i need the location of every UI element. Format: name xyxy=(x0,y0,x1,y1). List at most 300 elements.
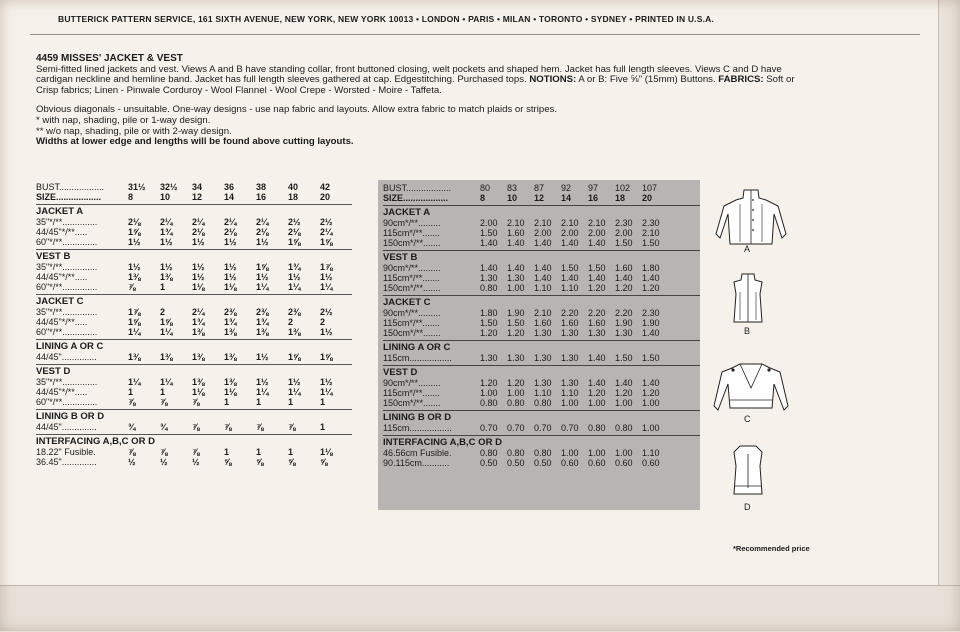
table-cell: 1⅜ xyxy=(128,352,141,362)
table-cell: 1.40 xyxy=(480,263,498,273)
table-cell: 1.30 xyxy=(588,328,606,338)
table-cell: 1¾ xyxy=(256,317,269,327)
table-row xyxy=(383,398,700,408)
table-cell: 1.00 xyxy=(615,448,633,458)
recommended-price-note: *Recommended price xyxy=(733,544,810,553)
table-cell: 1.00 xyxy=(507,283,525,293)
table-cell: 0.80 xyxy=(615,423,633,433)
table-cell: ⅝ xyxy=(320,457,328,467)
table-row xyxy=(383,263,700,273)
table-cell: 1.20 xyxy=(642,388,660,398)
view-b-vest-sketch xyxy=(726,272,770,328)
row-label: BUST.................. xyxy=(36,182,105,192)
table-cell: 2⅛ xyxy=(288,227,301,237)
table-row xyxy=(36,237,352,247)
table-cell: 1¼ xyxy=(160,377,173,387)
section-heading: JACKET C xyxy=(36,294,352,307)
table-cell: 1⅜ xyxy=(192,327,205,337)
yardage-table-imperial xyxy=(36,182,352,467)
section-heading: INTERFACING A,B,C OR D xyxy=(36,434,352,447)
row-label: 90cm*/**......... xyxy=(383,308,441,318)
table-cell: 1.00 xyxy=(642,398,660,408)
table-cell: 1.60 xyxy=(507,228,525,238)
table-cell: 1⅜ xyxy=(224,352,237,362)
table-cell: 2.00 xyxy=(534,228,552,238)
row-label: 44/45".............. xyxy=(36,352,97,362)
table-cell: 1⅝ xyxy=(256,262,269,272)
table-cell: 2⅜ xyxy=(256,307,269,317)
table-cell: 0.80 xyxy=(480,398,498,408)
table-cell: 1.30 xyxy=(507,273,525,283)
table-cell: 1⅝ xyxy=(288,237,301,247)
table-cell: 1.40 xyxy=(534,273,552,283)
row-label: 35"*/**.............. xyxy=(36,307,98,317)
table-cell: 1¼ xyxy=(288,387,301,397)
row-label: 44/45".............. xyxy=(36,422,97,432)
table-cell: ⅞ xyxy=(128,397,136,407)
table-row xyxy=(383,238,700,248)
table-cell: 2¼ xyxy=(192,307,205,317)
table-cell: 2.30 xyxy=(642,308,660,318)
table-cell: ⅞ xyxy=(256,422,264,432)
table-cell: 0.80 xyxy=(507,448,525,458)
table-cell: 1½ xyxy=(320,377,333,387)
table-cell: ¾ xyxy=(160,422,168,432)
row-label: 115cm................. xyxy=(383,353,452,363)
table-cell: 1½ xyxy=(192,237,205,247)
row-label: 90cm*/**......... xyxy=(383,263,441,273)
section-heading: JACKET C xyxy=(383,295,700,308)
table-cell: 1.10 xyxy=(534,388,552,398)
table-cell: 1¼ xyxy=(288,282,301,292)
table-cell: 1½ xyxy=(256,237,269,247)
row-label: 60"*/**.............. xyxy=(36,327,98,337)
table-cell: 1⅜ xyxy=(192,352,205,362)
row-label: 115cm................. xyxy=(383,423,452,433)
table-cell: 20 xyxy=(320,192,331,202)
section-heading: LINING B OR D xyxy=(383,410,700,423)
table-cell: 1.00 xyxy=(561,448,579,458)
row-label: 44/45"*/**..... xyxy=(36,387,88,397)
table-cell: ⅞ xyxy=(288,422,296,432)
section-heading: JACKET A xyxy=(383,205,700,218)
table-row xyxy=(36,262,352,272)
header-divider xyxy=(30,34,920,35)
table-cell: 1¼ xyxy=(320,387,333,397)
table-cell: 1⅝ xyxy=(320,237,333,247)
table-cell: ¾ xyxy=(128,422,136,432)
table-cell: 1.00 xyxy=(480,388,498,398)
table-cell: 1.50 xyxy=(561,263,579,273)
pattern-title: 4459 MISSES' JACKET & VEST xyxy=(36,53,183,64)
table-cell: 1½ xyxy=(288,272,301,282)
row-label: 150cm*/**....... xyxy=(383,238,441,248)
table-row xyxy=(36,272,352,282)
table-cell: 2.00 xyxy=(615,228,633,238)
row-label: 90.115cm........... xyxy=(383,458,450,468)
table-row xyxy=(36,377,352,387)
table-cell: 1.10 xyxy=(561,388,579,398)
row-label: 44/45"*/**..... xyxy=(36,272,88,282)
table-cell: 2.20 xyxy=(588,308,606,318)
table-cell: 1.20 xyxy=(480,378,498,388)
table-cell: 1 xyxy=(288,397,294,407)
table-cell: 2½ xyxy=(320,307,333,317)
table-cell: 12 xyxy=(192,192,203,202)
table-cell: 1.60 xyxy=(561,318,579,328)
table-cell: 1½ xyxy=(224,262,237,272)
table-cell: 1⅝ xyxy=(320,352,333,362)
table-cell: 1.30 xyxy=(534,353,552,363)
table-cell: 1.30 xyxy=(615,328,633,338)
table-cell: ½ xyxy=(192,457,200,467)
table-row xyxy=(36,397,352,407)
table-cell: 2.00 xyxy=(480,218,498,228)
table-cell: 1½ xyxy=(224,272,237,282)
table-cell: 2½ xyxy=(288,217,301,227)
table-cell: 1½ xyxy=(128,237,141,247)
table-row xyxy=(383,328,700,338)
table-cell: ⅞ xyxy=(224,422,232,432)
table-cell: 1.90 xyxy=(615,318,633,328)
table-cell: 0.70 xyxy=(507,423,525,433)
table-row xyxy=(36,422,352,432)
table-cell: 2¼ xyxy=(256,217,269,227)
table-cell: 1⅝ xyxy=(160,317,173,327)
table-cell: 97 xyxy=(588,183,599,193)
section-heading: VEST D xyxy=(383,365,700,378)
view-label-b: B xyxy=(744,326,751,336)
widths-note: Widths at lower edge and lengths will be found above cutting layouts. xyxy=(36,136,354,148)
table-cell: 1.20 xyxy=(507,328,525,338)
table-row xyxy=(36,327,352,337)
table-cell: 1¾ xyxy=(288,262,301,272)
table-cell: 2.10 xyxy=(588,218,606,228)
notions-label: NOTIONS: xyxy=(529,74,577,86)
table-cell: 1⅝ xyxy=(288,352,301,362)
row-label: 44/45"*/**..... xyxy=(36,227,88,237)
table-cell: 1.40 xyxy=(615,378,633,388)
table-cell: 1.20 xyxy=(642,283,660,293)
table-cell: 2½ xyxy=(320,217,333,227)
table-cell: 0.60 xyxy=(642,458,660,468)
table-cell: 0.60 xyxy=(588,458,606,468)
table-cell: 20 xyxy=(642,193,653,203)
table-cell: 0.60 xyxy=(561,458,579,468)
table-cell: 0.70 xyxy=(561,423,579,433)
table-row xyxy=(383,273,700,283)
table-cell: 1.40 xyxy=(561,238,579,248)
table-row xyxy=(36,282,352,292)
view-c-jacket-sketch xyxy=(706,358,796,420)
table-cell: 1¼ xyxy=(256,282,269,292)
table-cell: 0.50 xyxy=(507,458,525,468)
section-heading: JACKET A xyxy=(36,204,352,217)
table-cell: 1.40 xyxy=(534,263,552,273)
table-cell: 1⅞ xyxy=(320,262,333,272)
table-cell: 14 xyxy=(561,193,572,203)
table-cell: ⅞ xyxy=(128,282,136,292)
table-cell: 1½ xyxy=(320,327,333,337)
table-cell: 1.30 xyxy=(534,328,552,338)
table-cell: 2⅛ xyxy=(256,227,269,237)
table-row xyxy=(383,423,700,433)
view-label-a: A xyxy=(744,244,751,254)
row-label: 90cm*/**......... xyxy=(383,378,441,388)
yardage-table-metric xyxy=(378,180,700,510)
table-cell: 1.40 xyxy=(615,273,633,283)
table-cell: 1½ xyxy=(256,272,269,282)
table-cell: 1⅜ xyxy=(256,327,269,337)
table-cell: 1½ xyxy=(288,377,301,387)
table-cell: 2⅛ xyxy=(192,227,205,237)
table-cell: 10 xyxy=(507,193,518,203)
table-cell: 2.30 xyxy=(642,218,660,228)
table-row xyxy=(383,283,700,293)
table-cell: ½ xyxy=(160,457,168,467)
row-label: 115cm*/**....... xyxy=(383,228,440,238)
row-label: 60"*/**.............. xyxy=(36,237,98,247)
table-cell: 1⅞ xyxy=(128,307,141,317)
table-cell: 0.80 xyxy=(480,448,498,458)
table-cell: 1.30 xyxy=(534,378,552,388)
table-cell: 1⅛ xyxy=(192,282,205,292)
table-cell: ⅝ xyxy=(224,457,232,467)
table-cell: 1.00 xyxy=(561,398,579,408)
table-cell: 2.00 xyxy=(588,228,606,238)
table-cell: 1 xyxy=(128,387,134,397)
row-label: 150cm*/**....... xyxy=(383,283,441,293)
table-cell: 1¼ xyxy=(128,327,141,337)
table-cell: 1.50 xyxy=(642,238,660,248)
row-label: 46.56cm Fusible. xyxy=(383,448,452,458)
table-cell: 8 xyxy=(480,193,486,203)
section-heading: VEST B xyxy=(383,250,700,263)
table-cell: ⅞ xyxy=(160,397,168,407)
table-cell: 1.50 xyxy=(615,353,633,363)
table-cell: 1¼ xyxy=(128,377,141,387)
table-cell: 1.40 xyxy=(507,238,525,248)
table-cell: ⅞ xyxy=(128,447,136,457)
table-cell: 1.20 xyxy=(480,328,498,338)
table-cell: ⅞ xyxy=(192,447,200,457)
table-cell: 1.20 xyxy=(588,388,606,398)
table-cell: 1⅛ xyxy=(224,387,237,397)
table-cell: 1.20 xyxy=(615,388,633,398)
table-row xyxy=(383,458,700,468)
table-row xyxy=(383,318,700,328)
table-cell: 0.80 xyxy=(534,448,552,458)
table-cell: 2.10 xyxy=(561,218,579,228)
view-label-c: C xyxy=(744,414,751,424)
publisher-header: BUTTERICK PATTERN SERVICE, 161 SIXTH AVENUE, NEW YORK, NEW YORK 10013 • LONDON • PARIS • MILAN • TORONTO • SYDNEY • PRINTED IN U.S.A. xyxy=(58,14,715,24)
section-heading: LINING A OR C xyxy=(383,340,700,353)
table-cell: 38 xyxy=(256,182,267,192)
row-label: 115cm*/**....... xyxy=(383,388,440,398)
table-cell: 0.80 xyxy=(507,398,525,408)
table-row xyxy=(383,308,700,318)
table-cell: 1 xyxy=(224,397,230,407)
table-cell: 0.50 xyxy=(480,458,498,468)
nap-note-2: ** w/o nap, shading, pile or with 2-way design. xyxy=(36,125,232,137)
table-cell: 1.50 xyxy=(507,318,525,328)
table-row xyxy=(383,353,700,363)
table-cell: 0.80 xyxy=(588,423,606,433)
table-cell: 1½ xyxy=(256,377,269,387)
table-cell: 2 xyxy=(160,307,166,317)
table-cell: ⅞ xyxy=(192,422,200,432)
table-cell: 1½ xyxy=(320,272,333,282)
table-cell: 1¾ xyxy=(160,227,173,237)
table-cell: 1.40 xyxy=(561,273,579,283)
table-cell: 0.70 xyxy=(534,423,552,433)
row-label: 90cm*/**......... xyxy=(383,218,441,228)
table-cell: 1.80 xyxy=(480,308,498,318)
table-cell: 1.00 xyxy=(615,398,633,408)
row-label: 44/45"*/**..... xyxy=(36,317,88,327)
table-cell: 1⅛ xyxy=(224,282,237,292)
table-cell: 32½ xyxy=(160,182,178,192)
table-cell: 1.60 xyxy=(615,263,633,273)
table-cell: 1⅜ xyxy=(224,327,237,337)
table-cell: 1.40 xyxy=(642,273,660,283)
table-row xyxy=(36,352,352,362)
row-label: 18.22" Fusible. xyxy=(36,447,96,457)
table-cell: 1 xyxy=(160,282,166,292)
table-cell: 1 xyxy=(256,447,262,457)
table-cell: 1.20 xyxy=(588,283,606,293)
table-cell: 1⅜ xyxy=(128,272,141,282)
table-cell: 1.10 xyxy=(561,283,579,293)
table-cell: 1.30 xyxy=(561,353,579,363)
row-label: 115cm*/**....... xyxy=(383,318,440,328)
table-cell: 2¼ xyxy=(224,217,237,227)
table-cell: 1.50 xyxy=(480,318,498,328)
table-cell: 1.00 xyxy=(507,388,525,398)
table-cell: 1.60 xyxy=(588,318,606,328)
table-row xyxy=(36,307,352,317)
table-cell: 1 xyxy=(160,387,166,397)
table-cell: 1⅜ xyxy=(192,377,205,387)
table-cell: 36 xyxy=(224,182,235,192)
table-cell: 1.30 xyxy=(480,273,498,283)
table-cell: 1.40 xyxy=(507,263,525,273)
table-cell: 2⅛ xyxy=(224,227,237,237)
row-label: 35"*/**.............. xyxy=(36,217,98,227)
table-cell: 10 xyxy=(160,192,171,202)
table-cell: 1⅜ xyxy=(224,377,237,387)
table-cell: 1¾ xyxy=(224,317,237,327)
nap-note-1: * with nap, shading, pile or 1-way design. xyxy=(36,114,211,126)
table-cell: 16 xyxy=(256,192,267,202)
table-cell: 1½ xyxy=(224,237,237,247)
table-cell: 18 xyxy=(615,193,626,203)
section-heading: VEST D xyxy=(36,364,352,377)
table-cell: 0.60 xyxy=(615,458,633,468)
table-cell: 1⅛ xyxy=(320,447,333,457)
table-cell: 1⅜ xyxy=(160,272,173,282)
table-cell: 18 xyxy=(288,192,299,202)
table-cell: 1 xyxy=(224,447,230,457)
table-cell: 42 xyxy=(320,182,331,192)
table-cell: 102 xyxy=(615,183,631,193)
table-cell: 1⅝ xyxy=(128,317,141,327)
table-cell: 1.40 xyxy=(588,238,606,248)
envelope-side-flap xyxy=(938,0,960,631)
table-cell: 12 xyxy=(534,193,545,203)
table-row xyxy=(36,217,352,227)
table-row xyxy=(383,388,700,398)
table-cell: 2 xyxy=(320,317,326,327)
notions-text: A or B: Five ⅝" (15mm) Buttons. xyxy=(578,74,716,86)
row-label: 35"*/**.............. xyxy=(36,377,98,387)
table-cell: 0.70 xyxy=(480,423,498,433)
row-label: BUST.................. xyxy=(383,183,452,193)
table-cell: 2⅜ xyxy=(224,307,237,317)
table-cell: 1¾ xyxy=(192,317,205,327)
table-cell: 1½ xyxy=(192,272,205,282)
table-cell: 1½ xyxy=(160,262,173,272)
table-cell: 40 xyxy=(288,182,299,192)
table-row xyxy=(36,457,352,467)
view-d-vest-sketch xyxy=(726,444,770,500)
table-cell: 1.50 xyxy=(588,263,606,273)
table-cell: 1 xyxy=(320,397,326,407)
table-cell: 2.10 xyxy=(534,218,552,228)
table-cell: 1½ xyxy=(160,237,173,247)
table-cell: 1.10 xyxy=(642,448,660,458)
table-cell: 1.40 xyxy=(588,378,606,388)
table-cell: 1.00 xyxy=(642,423,660,433)
table-cell: 1 xyxy=(288,447,294,457)
table-cell: 92 xyxy=(561,183,572,193)
table-cell: 2.30 xyxy=(615,218,633,228)
table-cell: ⅞ xyxy=(160,447,168,457)
table-cell: 31½ xyxy=(128,182,146,192)
table-cell: 0.80 xyxy=(480,283,498,293)
table-cell: 1 xyxy=(320,422,326,432)
table-cell: ⅞ xyxy=(192,397,200,407)
table-row xyxy=(36,182,352,192)
table-cell: 1.30 xyxy=(480,353,498,363)
table-cell: 1¼ xyxy=(160,327,173,337)
table-cell: 2.10 xyxy=(534,308,552,318)
table-cell: 1.50 xyxy=(642,353,660,363)
table-cell: 2.20 xyxy=(561,308,579,318)
table-cell: 1¼ xyxy=(320,282,333,292)
table-cell: 83 xyxy=(507,183,518,193)
row-label: 60"*/**.............. xyxy=(36,397,98,407)
table-cell: 2⅛ xyxy=(128,217,141,227)
table-cell: 1.40 xyxy=(588,273,606,283)
table-cell: 1½ xyxy=(128,262,141,272)
table-cell: 2¼ xyxy=(192,217,205,227)
row-label: 150cm*/**....... xyxy=(383,328,441,338)
table-cell: 1⅛ xyxy=(192,387,205,397)
row-label: 150cm*/**....... xyxy=(383,398,441,408)
envelope-bottom-flap xyxy=(0,585,960,632)
section-heading: INTERFACING A,B,C OR D xyxy=(383,435,700,448)
table-cell: 1 xyxy=(256,397,262,407)
table-cell: 1.30 xyxy=(561,378,579,388)
table-cell: 1.40 xyxy=(534,238,552,248)
table-cell: 1⅜ xyxy=(160,352,173,362)
table-cell: 1.90 xyxy=(507,308,525,318)
view-label-d: D xyxy=(744,502,751,512)
table-cell: 1⅝ xyxy=(128,227,141,237)
table-cell: 1.90 xyxy=(642,318,660,328)
table-row xyxy=(383,218,700,228)
